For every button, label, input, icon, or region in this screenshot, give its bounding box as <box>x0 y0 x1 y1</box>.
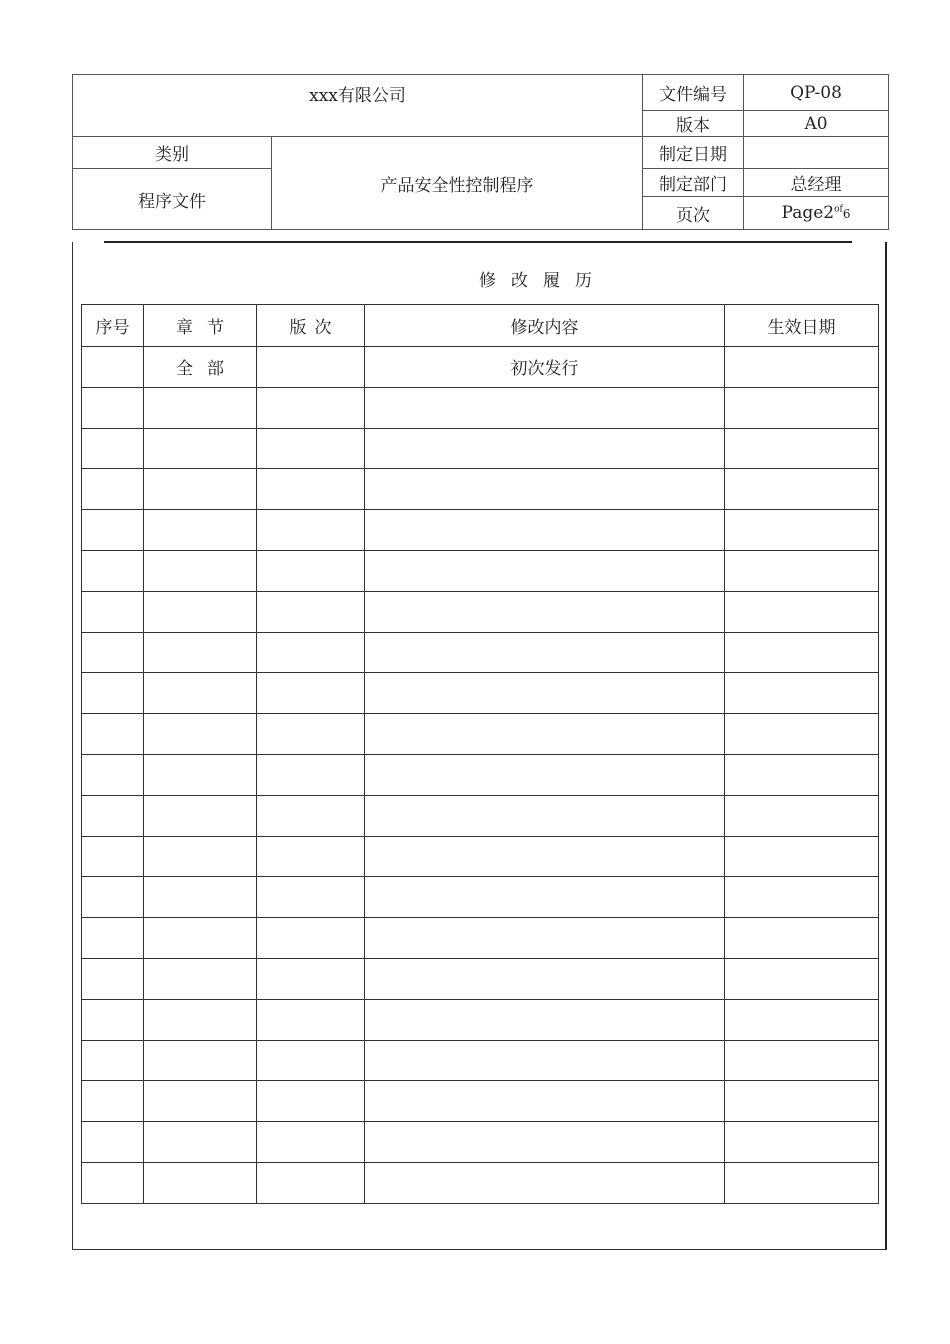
cell-date <box>725 347 879 388</box>
cell-section <box>144 1122 257 1163</box>
document-header <box>72 74 888 227</box>
cell-no <box>82 877 144 918</box>
cell-content <box>365 469 725 510</box>
cell-section <box>144 550 257 591</box>
cell-version <box>257 550 365 591</box>
table-row <box>82 836 879 877</box>
col-header-section: 章节 <box>144 305 257 347</box>
cell-date <box>725 387 879 428</box>
cell-no <box>82 591 144 632</box>
table-row <box>82 1081 879 1122</box>
cell-no <box>82 550 144 591</box>
cell-version <box>257 632 365 673</box>
cell-date <box>725 877 879 918</box>
table-row <box>82 958 879 999</box>
col-header-date: 生效日期 <box>725 305 879 347</box>
cell-content <box>365 958 725 999</box>
cell-section <box>144 918 257 959</box>
revision-header-row <box>82 305 879 347</box>
cell-content <box>365 999 725 1040</box>
cell-no <box>82 510 144 551</box>
cell-section <box>144 510 257 551</box>
cell-content <box>365 1081 725 1122</box>
col-header-version: 版次 <box>257 305 365 347</box>
table-row <box>82 918 879 959</box>
cell-content <box>365 550 725 591</box>
cell-version <box>257 673 365 714</box>
cell-date <box>725 1081 879 1122</box>
cell-date <box>725 958 879 999</box>
cell-section: 全部 <box>144 347 257 388</box>
company-name: xxx有限公司 <box>73 75 643 137</box>
table-row <box>82 387 879 428</box>
cell-content <box>365 877 725 918</box>
cell-content <box>365 673 725 714</box>
category-label: 类别 <box>73 137 272 169</box>
table-row <box>82 754 879 795</box>
cell-version <box>257 877 365 918</box>
category-value: 程序文件 <box>73 169 272 230</box>
page-of: of <box>834 204 843 215</box>
cell-content <box>365 918 725 959</box>
date-label: 制定日期 <box>643 137 744 169</box>
cell-no <box>82 632 144 673</box>
cell-date <box>725 510 879 551</box>
cell-section <box>144 1040 257 1081</box>
table-row <box>82 550 879 591</box>
doc-no-label: 文件编号 <box>643 75 744 111</box>
cell-date <box>725 1040 879 1081</box>
cell-date <box>725 469 879 510</box>
cell-content <box>365 510 725 551</box>
version-label: 版本 <box>643 111 744 137</box>
table-row <box>82 1040 879 1081</box>
cell-no <box>82 1081 144 1122</box>
cell-version <box>257 1162 365 1203</box>
page-total: 6 <box>842 207 851 221</box>
cell-date <box>725 999 879 1040</box>
table-row <box>82 347 879 388</box>
cell-date <box>725 795 879 836</box>
dept-value: 总经理 <box>744 169 889 197</box>
table-row <box>82 428 879 469</box>
cell-content <box>365 387 725 428</box>
cell-content: 初次发行 <box>365 347 725 388</box>
cell-section <box>144 754 257 795</box>
cell-version <box>257 469 365 510</box>
cell-section <box>144 836 257 877</box>
cell-date <box>725 1122 879 1163</box>
cell-no <box>82 999 144 1040</box>
col-header-content: 修改内容 <box>365 305 725 347</box>
table-row <box>82 632 879 673</box>
cell-version <box>257 754 365 795</box>
cell-version <box>257 1122 365 1163</box>
cell-section <box>144 469 257 510</box>
cell-date <box>725 918 879 959</box>
cell-section <box>144 714 257 755</box>
cell-section <box>144 1081 257 1122</box>
cell-date <box>725 1162 879 1203</box>
cell-no <box>82 714 144 755</box>
cell-version <box>257 387 365 428</box>
cell-section <box>144 877 257 918</box>
page-prefix: Page2 <box>781 203 835 223</box>
cell-no <box>82 347 144 388</box>
table-row <box>82 1162 879 1203</box>
col-header-no: 序号 <box>82 305 144 347</box>
cell-no <box>82 1162 144 1203</box>
cell-content <box>365 591 725 632</box>
cell-date <box>725 591 879 632</box>
cell-no <box>82 428 144 469</box>
cell-content <box>365 632 725 673</box>
revision-title: 修改履历 <box>479 271 607 291</box>
cell-version <box>257 918 365 959</box>
cell-version <box>257 1081 365 1122</box>
cell-no <box>82 958 144 999</box>
cell-version <box>257 347 365 388</box>
cell-section <box>144 428 257 469</box>
cell-section <box>144 795 257 836</box>
cell-date <box>725 632 879 673</box>
cell-content <box>365 1162 725 1203</box>
cell-version <box>257 510 365 551</box>
cell-date <box>725 714 879 755</box>
cell-no <box>82 918 144 959</box>
cell-version <box>257 1040 365 1081</box>
cell-no <box>82 1122 144 1163</box>
table-row <box>82 999 879 1040</box>
cell-no <box>82 795 144 836</box>
cell-no <box>82 387 144 428</box>
cell-version <box>257 591 365 632</box>
cell-content <box>365 795 725 836</box>
cell-content <box>365 754 725 795</box>
cell-section <box>144 387 257 428</box>
cell-date <box>725 428 879 469</box>
cell-date <box>725 836 879 877</box>
cell-section <box>144 1162 257 1203</box>
cell-no <box>82 754 144 795</box>
table-row <box>82 1122 879 1163</box>
cell-no <box>82 673 144 714</box>
cell-version <box>257 958 365 999</box>
revision-table <box>81 304 879 1204</box>
cell-content <box>365 1040 725 1081</box>
table-row <box>82 510 879 551</box>
cell-no <box>82 1040 144 1081</box>
cell-date <box>725 673 879 714</box>
cell-no <box>82 469 144 510</box>
dept-label: 制定部门 <box>643 169 744 197</box>
table-row <box>82 591 879 632</box>
table-row <box>82 714 879 755</box>
page-label: 页次 <box>643 197 744 230</box>
cell-date <box>725 754 879 795</box>
page-value <box>744 197 889 230</box>
table-row <box>82 673 879 714</box>
table-row <box>82 469 879 510</box>
cell-version <box>257 428 365 469</box>
document-title: 产品安全性控制程序 <box>272 137 643 230</box>
table-row <box>82 877 879 918</box>
cell-section <box>144 591 257 632</box>
cell-section <box>144 999 257 1040</box>
cell-section <box>144 632 257 673</box>
table-row <box>82 795 879 836</box>
cell-version <box>257 999 365 1040</box>
cell-section <box>144 958 257 999</box>
cell-date <box>725 550 879 591</box>
version-value: A0 <box>744 111 889 137</box>
cell-no <box>82 836 144 877</box>
cell-version <box>257 836 365 877</box>
cell-version <box>257 795 365 836</box>
cell-content <box>365 714 725 755</box>
cell-section <box>144 673 257 714</box>
cell-content <box>365 428 725 469</box>
doc-no-value: QP-08 <box>744 75 889 111</box>
cell-content <box>365 1122 725 1163</box>
cell-version <box>257 714 365 755</box>
date-value <box>744 137 889 169</box>
cell-content <box>365 836 725 877</box>
